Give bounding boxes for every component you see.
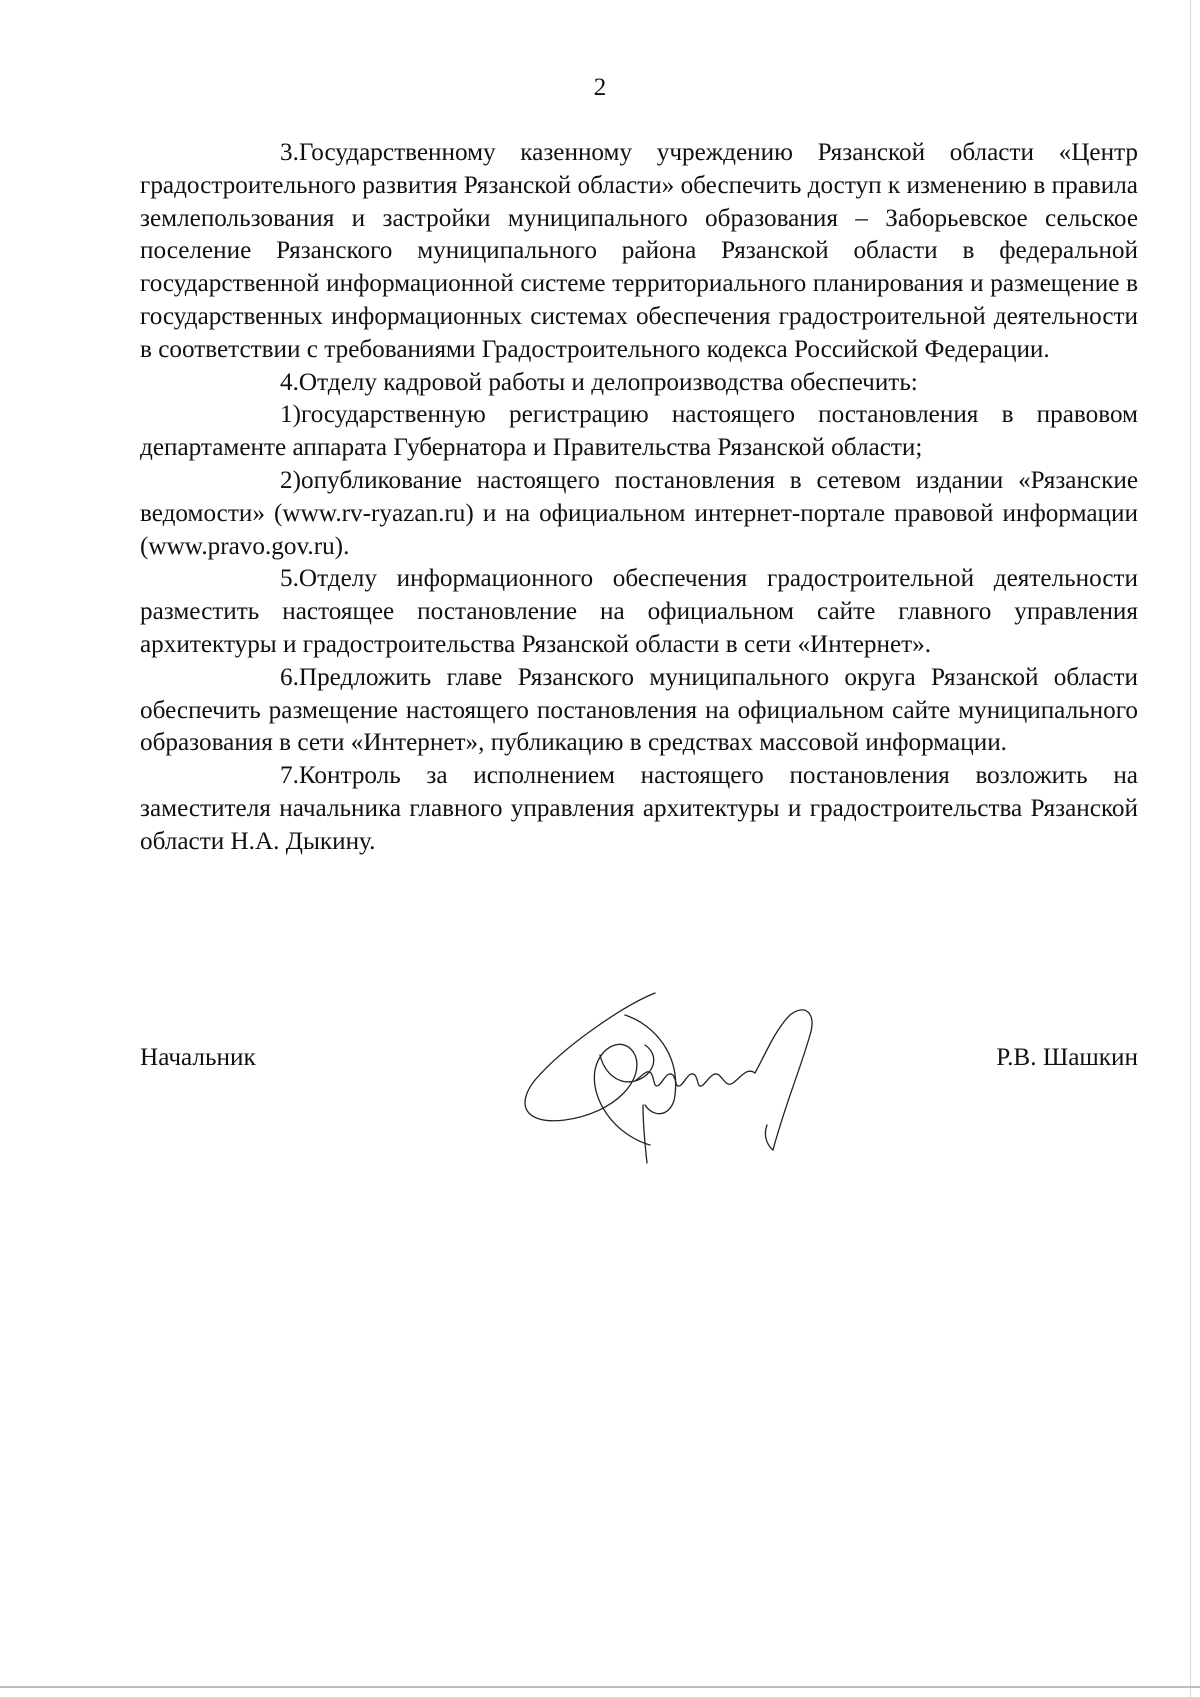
signatory-position: Начальник [140,1044,256,1071]
paragraph-text: Государственному казенному учреждению Рязанской области «Центр градостроительного развития Рязанской области» обеспечить доступ к изменению в правила землепользования и застройки муниципального образования – Заборьевское сельское поселение Рязанского муниципального района Рязанской области в федеральной государственной информационной системе территориального планирования и размещение в государственных информационных системах обеспечения градостроительной деятельности в соответствии с требованиями Градостроительного кодекса Российской Федерации. [140,139,1138,363]
paragraph-3 [140,137,1138,367]
subparagraph-text: государственную регистрацию настоящего постановления в правовом департаменте аппарата Губернатора и Правительства Рязанской области; [140,401,1138,462]
document-body [140,137,1138,859]
subparagraph-1 [140,399,1138,465]
paragraph-text: Отделу кадровой работы и делопроизводства обеспечить: [298,368,918,396]
paragraph-number: 4. [280,368,299,396]
paragraph-5 [140,563,1138,661]
paragraph-text: Контроль за исполнением настоящего постановления возложить на заместителя начальника главного управления архитектуры и градостроительства Рязанской области Н.А. Дыкину. [140,762,1138,855]
paragraph-6 [140,662,1138,760]
paragraph-number: 6. [280,663,299,691]
paragraph-4 [140,367,1138,400]
scan-edge-line-right [1190,0,1191,1697]
subparagraph-number: 1) [280,401,301,429]
page-number: 2 [593,74,607,101]
paragraph-number: 7. [280,762,299,790]
paragraph-text: Предложить главе Рязанского муниципального округа Рязанской области обеспечить размещение настоящего постановления на официальном сайте муниципального образования в сети «Интернет», публикацию в средствах массовой информации. [140,663,1138,757]
subparagraph-number: 2) [280,466,301,494]
paragraph-7 [140,760,1138,858]
paragraph-number: 5. [280,565,299,593]
signatory-name: Р.В. Шашкин [996,1044,1138,1071]
paragraph-number: 3. [280,139,299,166]
subparagraph-2 [140,465,1138,563]
handwritten-signature [505,985,845,1165]
scan-edge-line-bottom [0,1686,1200,1688]
paragraph-text: Отделу информационного обеспечения градостроительной деятельности разместить настоящее постановление на официальном сайте главного управления архитектуры и градостроительства Рязанской области в сети «Интернет». [140,565,1138,658]
subparagraph-text: опубликование настоящего постановления в сетевом издании «Рязанские ведомости» (www.rv-ryazan.ru) и на официальном интернет-портале правовой информации (www.pravo.gov.ru). [140,466,1138,560]
